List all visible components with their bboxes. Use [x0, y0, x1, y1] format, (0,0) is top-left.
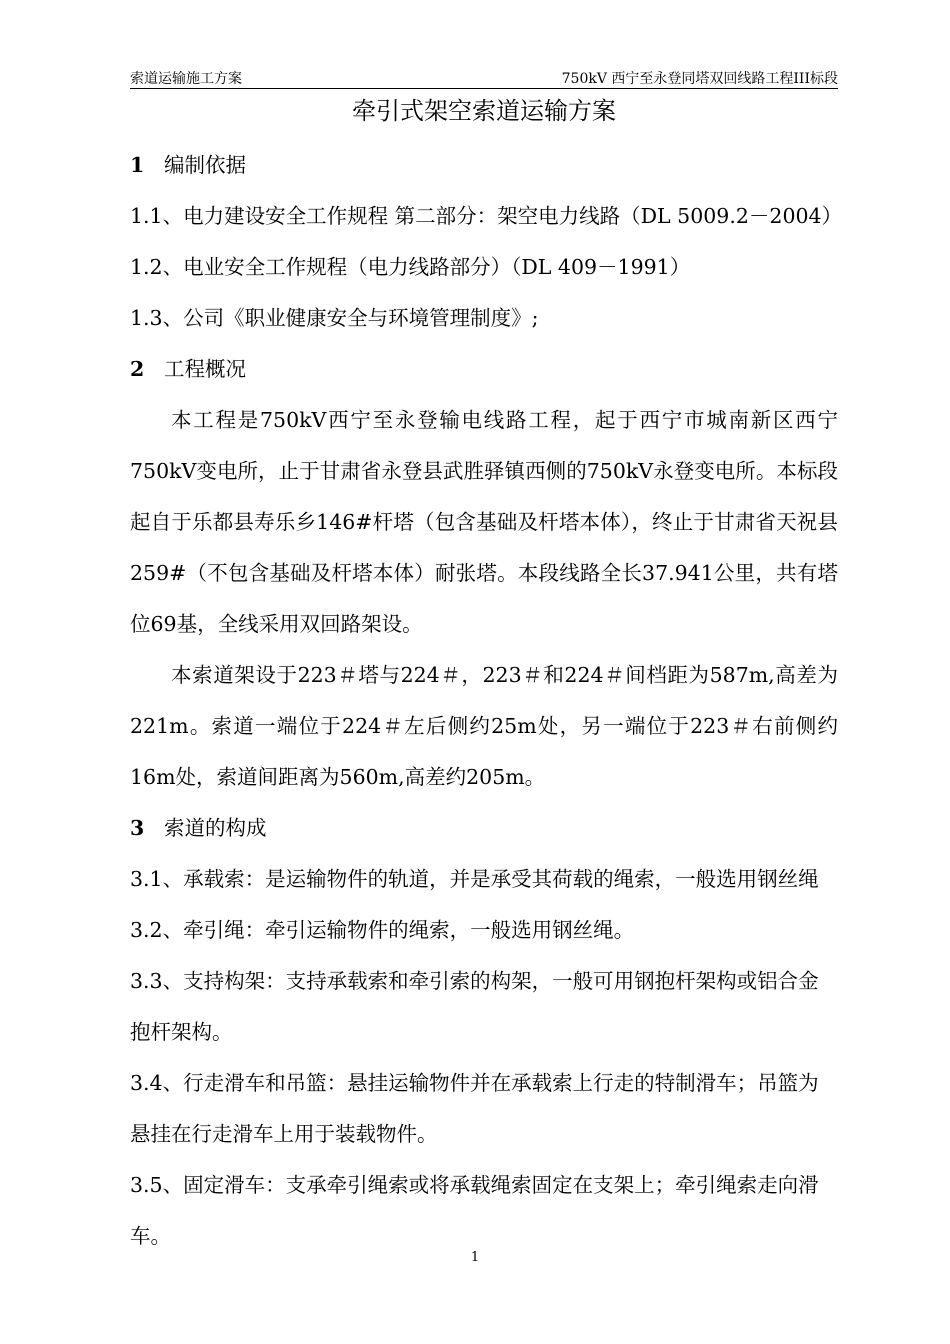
- section-2-heading: [130, 344, 838, 395]
- document-title: 牵引式架空索道运输方案: [352, 97, 616, 125]
- overview-paragraph-2: 本索道架设于223＃塔与224＃，223＃和224＃间档距为587m,高差为221m。索道一端位于224＃左后侧约25m处，另一端位于223＃右前侧约16m处，索道间距离为560m,高差约205m。: [130, 663, 838, 789]
- section-1-number: 1: [130, 153, 145, 177]
- item-1-3: 1.3、公司《职业健康安全与环境管理制度》;: [130, 306, 539, 330]
- item-3-2: 3.2、牵引绳：牵引运输物件的绳索，一般选用钢丝绳。: [130, 918, 635, 942]
- section-2-title: 工程概况: [164, 357, 246, 381]
- item-1-2: 1.2、电业安全工作规程（电力线路部分）（DL 409－1991）: [130, 255, 691, 279]
- overview-paragraph-1: 本工程是750kV西宁至永登输电线路工程，起于西宁市城南新区西宁750kV变电所，止于甘肃省永登县武胜驿镇西侧的750kV永登变电所。本标段起自于乐都县寿乐乡146#杆塔（包含基础及杆塔本体），终止于甘肃省天祝县259#（不包含基础及杆塔本体）耐张塔。本段线路全长37.941公里，共有塔位69基，全线采用双回路架设。: [130, 408, 838, 636]
- section-2-number: 2: [130, 357, 145, 381]
- section-3-number: 3: [130, 816, 145, 840]
- header-left-text: 索道运输施工方案: [130, 71, 242, 87]
- section-3-title: 索道的构成: [164, 816, 267, 840]
- item-3-1: 3.1、承载索：是运输物件的轨道，并是承受其荷载的绳索，一般选用钢丝绳: [130, 867, 819, 891]
- section-3-heading: [130, 803, 838, 854]
- running-header: [130, 70, 838, 90]
- header-right-text: 750kV 西宁至永登同塔双回线路工程III标段: [561, 71, 838, 87]
- item-3-3: 3.3、支持构架：支持承载索和牵引索的构架，一般可用钢抱杆架构或铝合金抱杆架构。: [130, 969, 819, 1044]
- header-divider: [130, 88, 838, 89]
- item-3-5: 3.5、固定滑车：支承牵引绳索或将承载绳索固定在支架上；牵引绳索走向滑车。: [130, 1173, 819, 1248]
- section-1-heading: [130, 140, 838, 191]
- page-number: 1: [470, 1250, 480, 1265]
- item-1-1: 1.1、电力建设安全工作规程 第二部分：架空电力线路（DL 5009.2－2004）: [130, 204, 843, 228]
- document-body: [130, 140, 843, 1262]
- section-1-title: 编制依据: [164, 153, 246, 177]
- item-3-4: 3.4、行走滑车和吊篮：悬挂运输物件并在承载索上行走的特制滑车；吊篮为悬挂在行走滑车上用于装载物件。: [130, 1071, 819, 1146]
